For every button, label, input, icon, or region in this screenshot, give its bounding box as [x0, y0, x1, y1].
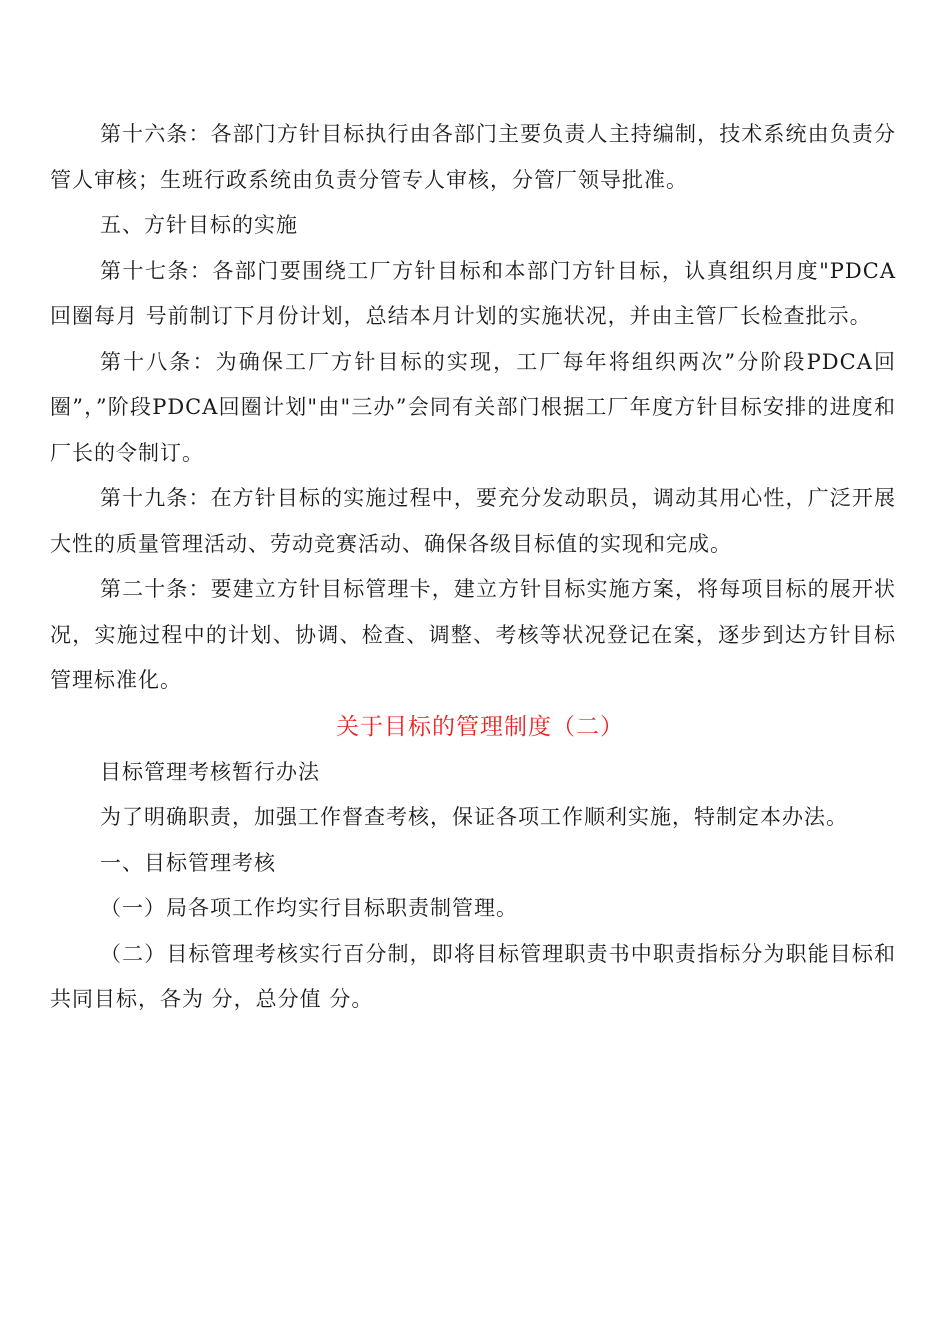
subtitle: 目标管理考核暂行办法: [100, 759, 320, 784]
intro-paragraph: 为了明确职责，加强工作督查考核，保证各项工作顺利实施，特制定本办法。: [100, 805, 848, 829]
red-section-title: 关于目标的管理制度（二）: [336, 713, 624, 740]
article-17: 第十七条：各部门要围绕工厂方针目标和本部门方针目标，认真组织月度"PDCA回圈每月 号前制订下月份计划，总结本月计划的实施状况，并由主管厂长检查批示。: [50, 258, 896, 328]
item-2: （二）目标管理考核实行百分制，即将目标管理职责书中职责指标分为职能目标和共同目标，各为 分，总分值 分。: [50, 941, 896, 1011]
article-20: 第二十条：要建立方针目标管理卡，建立方针目标实施方案，将每项目标的展开状况，实施过程中的计划、协调、检查、调整、考核等状况登记在案，逐步到达方针目标管理标准化。: [50, 577, 896, 692]
article-16: 第十六条：各部门方针目标执行由各部门主要负责人主持编制，技术系统由负责分管人审核；生班行政系统由负责分管专人审核，分管厂领导批准。: [50, 122, 896, 192]
section-5-heading: 五、方针目标的实施: [100, 213, 298, 237]
article-18: 第十八条：为确保工厂方针目标的实现，工厂每年将组织两次”分阶段PDCA回圈”，”阶段PDCA回圈计划"由"三办”会同有关部门根据工厂年度方针目标安排的进度和厂长的令制订。: [50, 349, 896, 465]
item-1: （一）局各项工作均实行目标职责制管理。: [100, 896, 518, 920]
document-page: [50, 112, 896, 1023]
heading-target-assessment: 一、目标管理考核: [100, 850, 276, 875]
article-19: 第十九条：在方针目标的实施过程中，要充分发动职员，调动其用心性，广泛开展大性的质量管理活动、劳动竞赛活动、确保各级目标值的实现和完成。: [50, 486, 896, 556]
